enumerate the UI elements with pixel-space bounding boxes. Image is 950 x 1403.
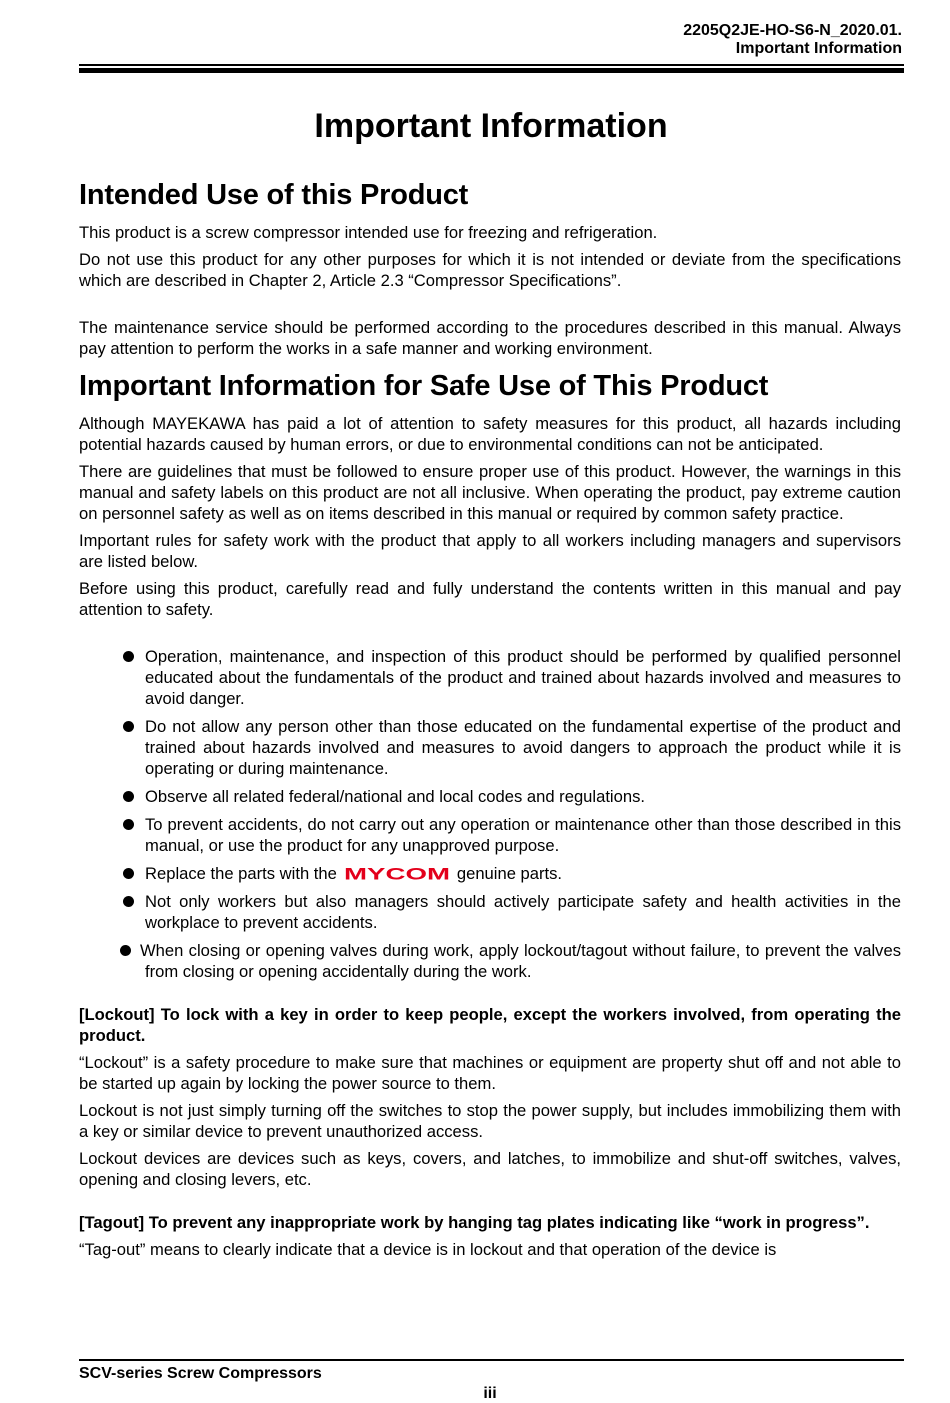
bullet-icon: [123, 819, 134, 830]
list-item: When closing or opening valves during work, apply lockout/tagout without failure, to prevent the valves from closing or opening accidentally during the work.: [79, 940, 901, 982]
lockout-p3: Lockout devices are devices such as keys, covers, and latches, to immobilize and shut-off switches, valves, opening and closing levers, etc.: [79, 1149, 901, 1189]
svg-text:MYCOM: MYCOM: [343, 866, 450, 881]
page-header: [683, 22, 902, 58]
list-item: Operation, maintenance, and inspection of this product should be performed by qualified personnel educated about the fundamentals of the product and trained about hazards involved and measures to avoid danger.: [79, 646, 901, 709]
intended-use-p3: The maintenance service should be performed according to the procedures described in this manual. Always pay attention to perform the works in a safe manner and working environment.: [79, 318, 901, 358]
list-item: Replace the parts with the MYCOM genuine parts.: [79, 863, 901, 884]
safe-use-p2: There are guidelines that must be followed to ensure proper use of this product. However, the warnings in this manual and safety labels on this product are not all inclusive. When operating the product, pay extreme caution on personnel safety as well as on items described in this manual or required by common safety practice.: [79, 462, 901, 523]
safe-use-p4: Before using this product, carefully read and fully understand the contents written in this manual and pay attention to safety.: [79, 579, 901, 619]
intended-use-heading: Intended Use of this Product: [79, 179, 469, 211]
tagout-p1: “Tag-out” means to clearly indicate that a device is in lockout and that operation of the device is: [79, 1240, 777, 1259]
list-item: Do not allow any person other than those educated on the fundamental expertise of the product and trained about hazards involved and measures to avoid dangers to approach the product while it is operating or during maintenance.: [79, 716, 901, 779]
page-number: iii: [483, 1385, 497, 1402]
footer-rule: [79, 1359, 904, 1361]
safe-use-heading: Important Information for Safe Use of This Product: [79, 370, 769, 402]
lockout-p1: “Lockout” is a safety procedure to make sure that machines or equipment are property shut off and not able to be started up again by locking the power source to them.: [79, 1053, 901, 1093]
list-item: Observe all related federal/national and local codes and regulations.: [79, 786, 901, 807]
safety-rules-list: [79, 646, 901, 982]
tagout-heading: [Tagout] To prevent any inappropriate work by hanging tag plates indicating like “work in progress”.: [79, 1213, 870, 1232]
safe-use-p3: Important rules for safety work with the product that apply to all workers including managers and supervisors are listed below.: [79, 531, 901, 571]
footer-product: SCV-series Screw Compressors: [79, 1365, 322, 1382]
header-rule-thin: [79, 64, 904, 66]
list-item: Not only workers but also managers should actively participate safety and health activities in the workplace to prevent accidents.: [79, 891, 901, 933]
lockout-heading: [Lockout] To lock with a key in order to keep people, except the workers involved, from operating the product.: [79, 1005, 901, 1045]
bullet-icon: [123, 791, 134, 802]
intended-use-p1: This product is a screw compressor intended use for freezing and refrigeration.: [79, 223, 658, 242]
bullet-icon: [123, 868, 134, 879]
bullet-icon: [120, 945, 131, 956]
page-body: [79, 106, 901, 1260]
safe-use-p1: Although MAYEKAWA has paid a lot of attention to safety measures for this product, all hazards including potential hazards caused by human errors, or due to environmental conditions can not be anticipated.: [79, 414, 901, 454]
intended-use-p2: Do not use this product for any other purposes for which it is not intended or deviate from the specifications which are described in Chapter 2, Article 2.3 “Compressor Specifications”.: [79, 250, 901, 290]
header-rule-thick: [79, 68, 904, 73]
header-section: Important Information: [735, 40, 902, 57]
mycom-logo: [343, 866, 451, 881]
lockout-p2: Lockout is not just simply turning off the switches to stop the power supply, but includes immobilizing them with a key or similar device to prevent unauthorized access.: [79, 1101, 901, 1141]
bullet-icon: [123, 721, 134, 732]
doc-code: 2205Q2JE-HO-S6-N_2020.01.: [683, 22, 902, 39]
bullet-icon: [123, 896, 134, 907]
page-title: Important Information: [314, 107, 668, 145]
list-item: To prevent accidents, do not carry out any operation or maintenance other than those described in this manual, or use the product for any unapproved purpose.: [79, 814, 901, 856]
bullet-icon: [123, 651, 134, 662]
